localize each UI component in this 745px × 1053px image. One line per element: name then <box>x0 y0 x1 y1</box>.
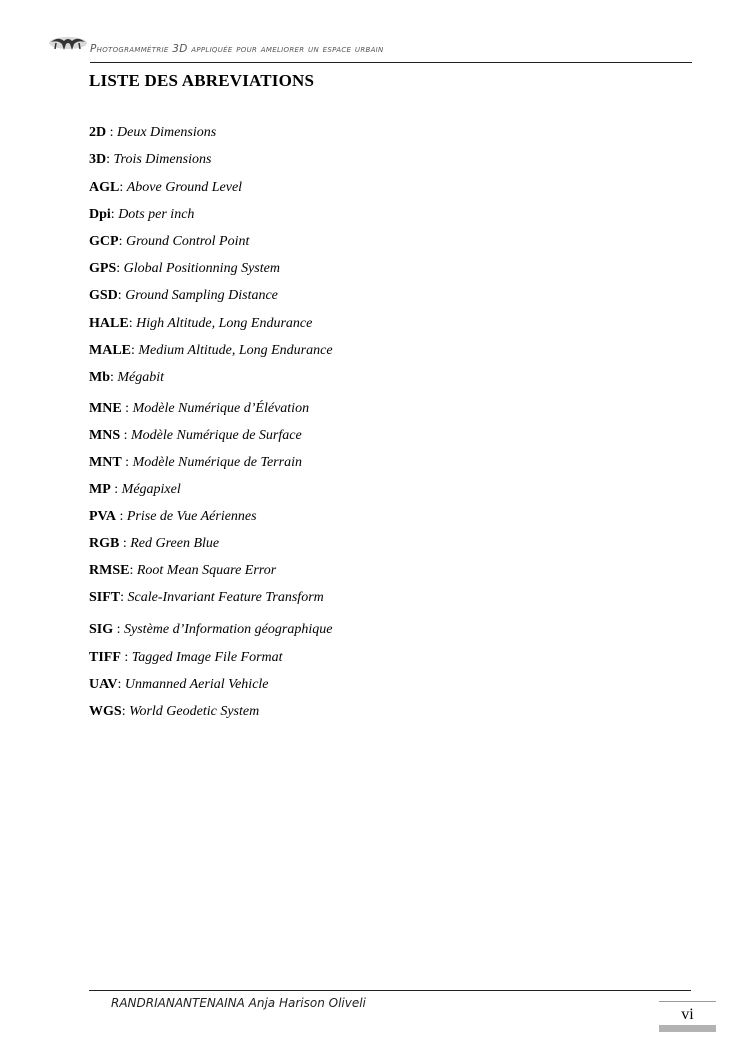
abbreviation-item <box>89 589 324 607</box>
bird-logo-icon <box>48 34 88 56</box>
abbreviation-code: RMSE <box>89 563 130 578</box>
abbreviation-separator: : <box>110 370 118 385</box>
header-divider <box>90 62 692 63</box>
abbreviation-code: Dpi <box>89 207 111 222</box>
abbreviation-definition: Trois Dimensions <box>113 152 212 167</box>
abbreviation-item <box>89 315 312 333</box>
abbreviation-separator: : <box>121 455 133 470</box>
abbreviation-code: SIFT <box>89 590 121 605</box>
page-header <box>44 34 694 66</box>
abbreviation-item <box>89 151 211 169</box>
abbreviation-definition: Scale-Invariant Feature Transform <box>127 590 324 605</box>
abbreviation-definition: Modèle Numérique de Surface <box>131 428 302 443</box>
abbreviation-item <box>89 649 283 667</box>
abbreviation-code: GPS <box>89 261 117 276</box>
abbreviation-code: UAV <box>89 677 118 692</box>
abbreviation-code: MP <box>89 482 111 497</box>
abbreviation-code: 2D <box>89 125 107 140</box>
abbreviation-item <box>89 562 276 580</box>
abbreviation-code: AGL <box>89 180 120 195</box>
abbreviation-item <box>89 427 302 445</box>
page-number-box <box>659 1001 716 1031</box>
abbreviation-code: MALE <box>89 343 131 358</box>
abbreviation-definition: Mégabit <box>117 370 165 385</box>
abbreviation-code: TIFF <box>89 650 121 665</box>
abbreviation-item <box>89 481 181 499</box>
abbreviation-separator: : <box>119 180 127 195</box>
abbreviation-item <box>89 676 269 694</box>
abbreviation-definition: Mégapixel <box>121 482 181 497</box>
abbreviation-separator: : <box>110 207 119 222</box>
abbreviation-code: RGB <box>89 536 120 551</box>
abbreviation-definition: Ground Sampling Distance <box>125 288 278 303</box>
footer-author: RANDRIANANTENAINA Anja Harison Oliveli <box>111 996 366 1010</box>
abbreviation-item <box>89 287 278 305</box>
abbreviation-definition: High Altitude, Long Endurance <box>136 316 313 331</box>
abbreviation-definition: Unmanned Aerial Vehicle <box>124 677 269 692</box>
abbreviation-definition: Root Mean Square Error <box>136 563 277 578</box>
abbreviation-definition: Deux Dimensions <box>117 125 217 140</box>
abbreviation-definition: Prise de Vue Aériennes <box>126 509 257 524</box>
abbreviation-separator: : <box>110 482 122 497</box>
abbreviation-code: 3D <box>89 152 107 167</box>
abbreviation-item <box>89 260 280 278</box>
abbreviation-definition: Medium Altitude, Long Endurance <box>138 343 333 358</box>
abbreviation-separator: : <box>115 509 127 524</box>
abbreviation-separator: : <box>117 288 126 303</box>
abbreviation-item <box>89 400 309 418</box>
abbreviation-item <box>89 535 219 553</box>
page-number: vi <box>681 1006 694 1023</box>
abbreviation-definition: Above Ground Level <box>126 180 243 195</box>
abbreviation-definition: Système d’Information géographique <box>124 622 333 637</box>
abbreviation-separator: : <box>116 261 124 276</box>
abbreviation-code: HALE <box>89 316 129 331</box>
abbreviation-code: SIG <box>89 622 114 637</box>
abbreviation-item <box>89 124 216 142</box>
abbreviation-separator: : <box>118 234 126 249</box>
abbreviation-code: PVA <box>89 509 116 524</box>
abbreviation-code: MNS <box>89 428 121 443</box>
abbreviation-definition: Ground Control Point <box>125 234 250 249</box>
abbreviation-item <box>89 233 249 251</box>
abbreviation-definition: World Geodetic System <box>129 704 260 719</box>
abbreviation-separator: : <box>106 125 118 140</box>
abbreviation-separator: : <box>120 590 128 605</box>
abbreviation-definition: Global Positionning System <box>123 261 280 276</box>
abbreviation-item <box>89 508 257 526</box>
abbreviation-item <box>89 179 242 197</box>
page-title: LISTE DES ABREVIATIONS <box>89 71 315 90</box>
abbreviation-separator: : <box>129 563 137 578</box>
abbreviation-item <box>89 703 259 721</box>
abbreviation-separator: : <box>120 650 132 665</box>
abbreviation-code: MNE <box>89 401 122 416</box>
abbreviation-definition: Modèle Numérique de Terrain <box>132 455 302 470</box>
abbreviation-separator: : <box>117 677 125 692</box>
abbreviation-definition: Modèle Numérique d’Élévation <box>132 401 310 416</box>
abbreviation-separator: : <box>131 343 139 358</box>
footer-divider <box>89 990 691 991</box>
abbreviation-separator: : <box>121 704 130 719</box>
abbreviation-item <box>89 206 194 224</box>
abbreviation-separator: : <box>121 401 133 416</box>
abbreviation-separator: : <box>113 622 125 637</box>
abbreviation-code: MNT <box>89 455 122 470</box>
abbreviation-code: Mb <box>89 370 110 385</box>
abbreviation-definition: Red Green Blue <box>130 536 220 551</box>
abbreviation-definition: Tagged Image File Format <box>131 650 283 665</box>
abbreviation-code: WGS <box>89 704 122 719</box>
abbreviation-item <box>89 369 164 387</box>
abbreviation-code: GCP <box>89 234 119 249</box>
abbreviation-code: GSD <box>89 288 118 303</box>
abbreviation-item <box>89 621 332 639</box>
abbreviation-item <box>89 342 333 360</box>
abbreviation-separator: : <box>119 536 131 551</box>
abbreviation-definition: Dots per inch <box>118 207 195 222</box>
abbreviation-separator: : <box>120 428 132 443</box>
abbreviation-item <box>89 454 302 472</box>
abbreviation-separator: : <box>128 316 137 331</box>
header-title: Photogrammétrie 3D appliquée pour ameliorer un espace urbain <box>90 43 384 55</box>
abbreviation-separator: : <box>106 152 114 167</box>
